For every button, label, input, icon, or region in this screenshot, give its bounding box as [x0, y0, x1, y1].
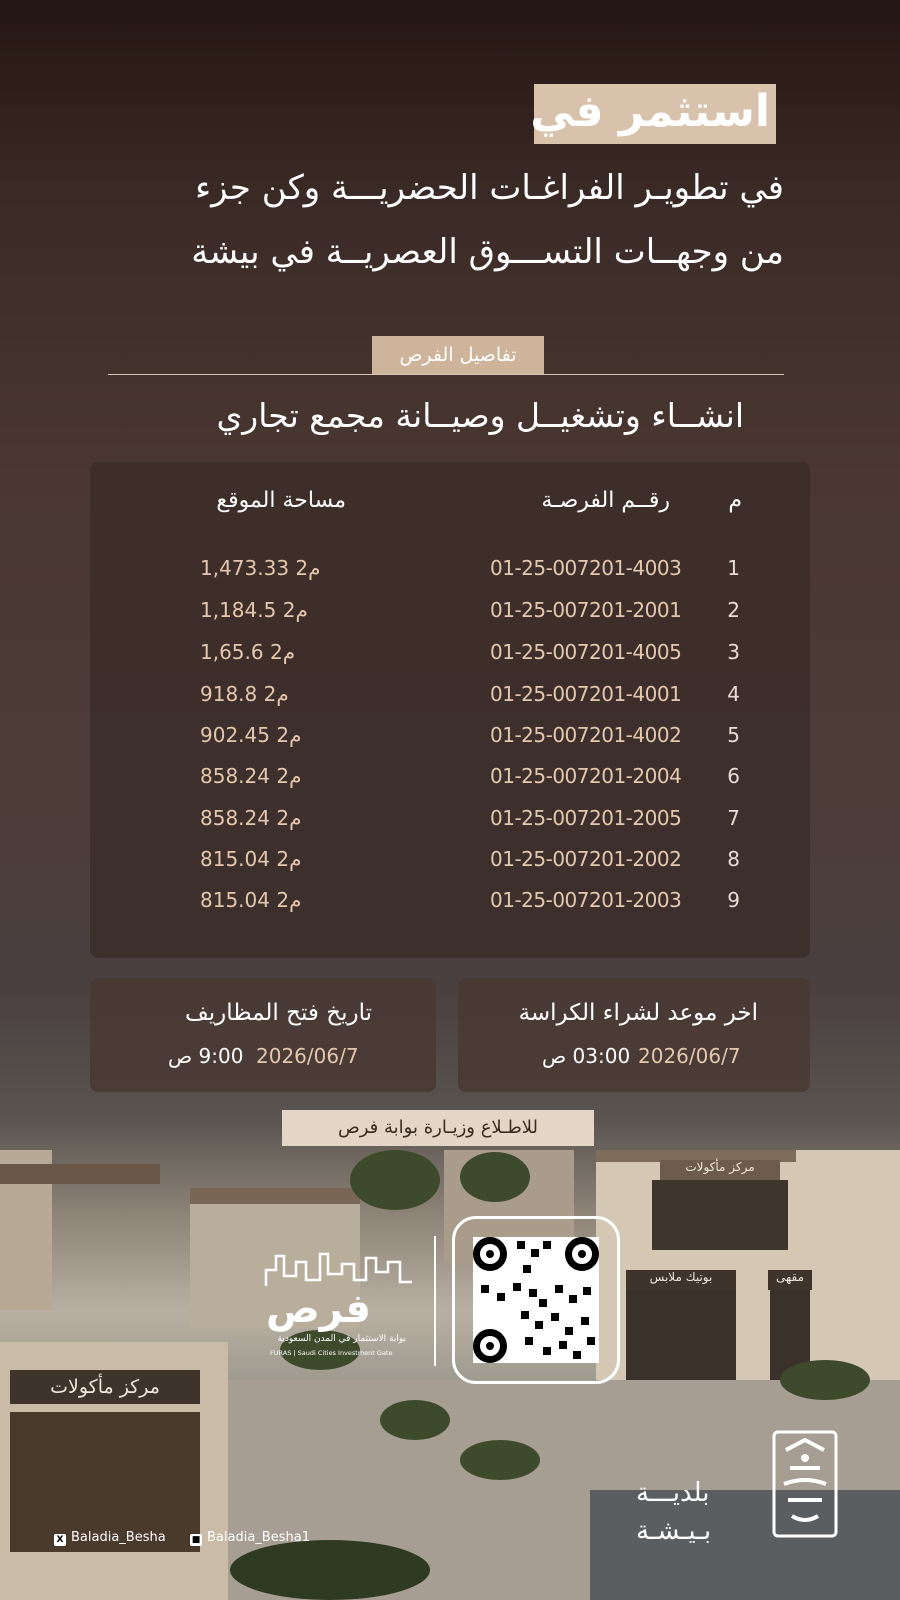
sign-boutique: بوتيك ملابس — [626, 1270, 736, 1290]
qr-pattern — [473, 1237, 599, 1363]
palm-tree — [350, 1150, 440, 1210]
table-row — [0, 723, 900, 759]
row-site-area: 858.24 م2 — [200, 764, 302, 788]
row-site-area: 815.04 م2 — [200, 888, 302, 912]
row-site-area: 1,65.6 م2 — [200, 640, 296, 664]
furas-subtitle-en: FURAS | Saudi Cities Investment Gate — [270, 1349, 393, 1357]
qr-module — [521, 1311, 529, 1319]
row-opportunity-number: 01-25-007201-4005 — [490, 640, 682, 664]
qr-module — [539, 1299, 547, 1307]
qr-module — [543, 1241, 551, 1249]
subtitle-line-2: من وجهــات التســـوق العصريــة في بيشة — [191, 232, 784, 272]
qr-module — [531, 1249, 539, 1257]
row-opportunity-number: 01-25-007201-2002 — [490, 847, 682, 871]
row-index: 2 — [727, 598, 740, 622]
row-opportunity-number: 01-25-007201-2004 — [490, 764, 682, 788]
table-row — [0, 888, 900, 924]
baladia-line-1: بلديـــة — [636, 1478, 710, 1508]
envelope-opening-date: 2026/06/7 — [256, 1044, 359, 1068]
row-site-area: 918.8 م2 — [200, 682, 289, 706]
table-row — [0, 806, 900, 842]
furas-wordmark: فرص — [266, 1286, 371, 1332]
window — [626, 1290, 736, 1380]
qr-module — [565, 1327, 573, 1335]
table-row — [0, 764, 900, 800]
table-row — [0, 556, 900, 592]
palm-tree — [460, 1440, 540, 1480]
qr-module — [497, 1293, 505, 1301]
visit-portal-badge: للاطـلاع وزيـارة بوابة فرص — [282, 1110, 594, 1146]
row-site-area: 815.04 م2 — [200, 847, 302, 871]
baladia-line-2: بـيـشـة — [636, 1516, 712, 1546]
palm-tree — [380, 1400, 450, 1440]
table-row — [0, 682, 900, 718]
baladia-besha-logo-icon — [770, 1428, 840, 1540]
qr-module — [573, 1351, 581, 1359]
sign-food-court-back: مركز مأكولات — [660, 1160, 780, 1180]
envelope-opening-title: تاريخ فتح المظاريف — [184, 1000, 372, 1026]
subtitle-line-1: في تطويـر الفراغـات الحضريـــة وكن جزء — [195, 168, 784, 208]
qr-module — [525, 1337, 533, 1345]
x-handle-text: Baladia_Besha — [71, 1530, 166, 1545]
row-index: 3 — [727, 640, 740, 664]
qr-module — [555, 1285, 563, 1293]
canopy — [0, 1164, 160, 1184]
qr-module — [583, 1287, 591, 1295]
header-site-area: مساحة الموقع — [216, 488, 346, 513]
row-index: 5 — [727, 723, 740, 747]
row-index: 7 — [727, 806, 740, 830]
row-index: 9 — [727, 888, 740, 912]
qr-eye — [565, 1237, 599, 1271]
window — [652, 1180, 788, 1250]
sign-food-court: مركز مأكولات — [10, 1370, 200, 1404]
table-row — [0, 847, 900, 883]
qr-eye — [473, 1329, 507, 1363]
header-index: م — [728, 488, 742, 513]
booklet-deadline-card — [458, 978, 810, 1092]
row-site-area: 858.24 م2 — [200, 806, 302, 830]
booklet-deadline-title: اخر موعد لشراء الكراسة — [518, 1000, 758, 1026]
row-site-area: 1,473.33 م2 — [200, 556, 321, 580]
row-opportunity-number: 01-25-007201-2003 — [490, 888, 682, 912]
snapchat-handle-text: Baladia_Besha1 — [207, 1530, 310, 1545]
row-index: 8 — [727, 847, 740, 871]
qr-eye — [473, 1237, 507, 1271]
qr-module — [535, 1321, 543, 1329]
row-opportunity-number: 01-25-007201-2005 — [490, 806, 682, 830]
details-badge: تفاصيل الفرص — [372, 336, 544, 374]
qr-module — [513, 1283, 521, 1291]
row-opportunity-number: 01-25-007201-4003 — [490, 556, 682, 580]
separator — [434, 1236, 436, 1366]
x-icon: X — [54, 1534, 66, 1546]
booklet-deadline-time: 03:00 ص — [542, 1044, 631, 1068]
row-opportunity-number: 01-25-007201-4002 — [490, 723, 682, 747]
qr-code[interactable] — [452, 1216, 620, 1384]
headline: استثمر في — [530, 86, 770, 137]
row-index: 6 — [727, 764, 740, 788]
palm-tree — [230, 1540, 430, 1600]
envelope-opening-time: 9:00 ص — [168, 1044, 244, 1068]
row-site-area: 902.45 م2 — [200, 723, 302, 747]
row-index: 4 — [727, 682, 740, 706]
table-row — [0, 640, 900, 676]
sign-cafe: مقهى — [768, 1270, 812, 1290]
furas-subtitle: بوابة الاستثمار في المدن السعودية — [277, 1334, 406, 1344]
header-opportunity-number: رقــم الفرصـة — [541, 488, 670, 513]
qr-module — [581, 1317, 589, 1325]
row-opportunity-number: 01-25-007201-2001 — [490, 598, 682, 622]
table-row — [0, 598, 900, 634]
qr-module — [481, 1285, 489, 1293]
booklet-deadline-date: 2026/06/7 — [638, 1044, 741, 1068]
qr-module — [517, 1241, 525, 1249]
row-opportunity-number: 01-25-007201-4001 — [490, 682, 682, 706]
snapchat-icon: ■ — [191, 1535, 201, 1545]
qr-module — [529, 1289, 537, 1297]
snapchat-handle[interactable] — [190, 1530, 310, 1546]
qr-module — [587, 1337, 595, 1345]
qr-module — [559, 1341, 567, 1349]
qr-module — [523, 1265, 531, 1273]
divider — [108, 374, 784, 375]
opportunity-title: انشــاء وتشغيــل وصيــانة مجمع تجاري — [216, 396, 744, 435]
x-handle[interactable] — [54, 1530, 166, 1546]
canopy — [190, 1188, 360, 1204]
palm-tree — [460, 1152, 530, 1202]
row-site-area: 1,184.5 م2 — [200, 598, 308, 622]
qr-module — [551, 1313, 559, 1321]
row-index: 1 — [727, 556, 740, 580]
qr-module — [569, 1295, 577, 1303]
qr-module — [543, 1347, 551, 1355]
palm-tree — [780, 1360, 870, 1400]
envelope-opening-card — [90, 978, 436, 1092]
